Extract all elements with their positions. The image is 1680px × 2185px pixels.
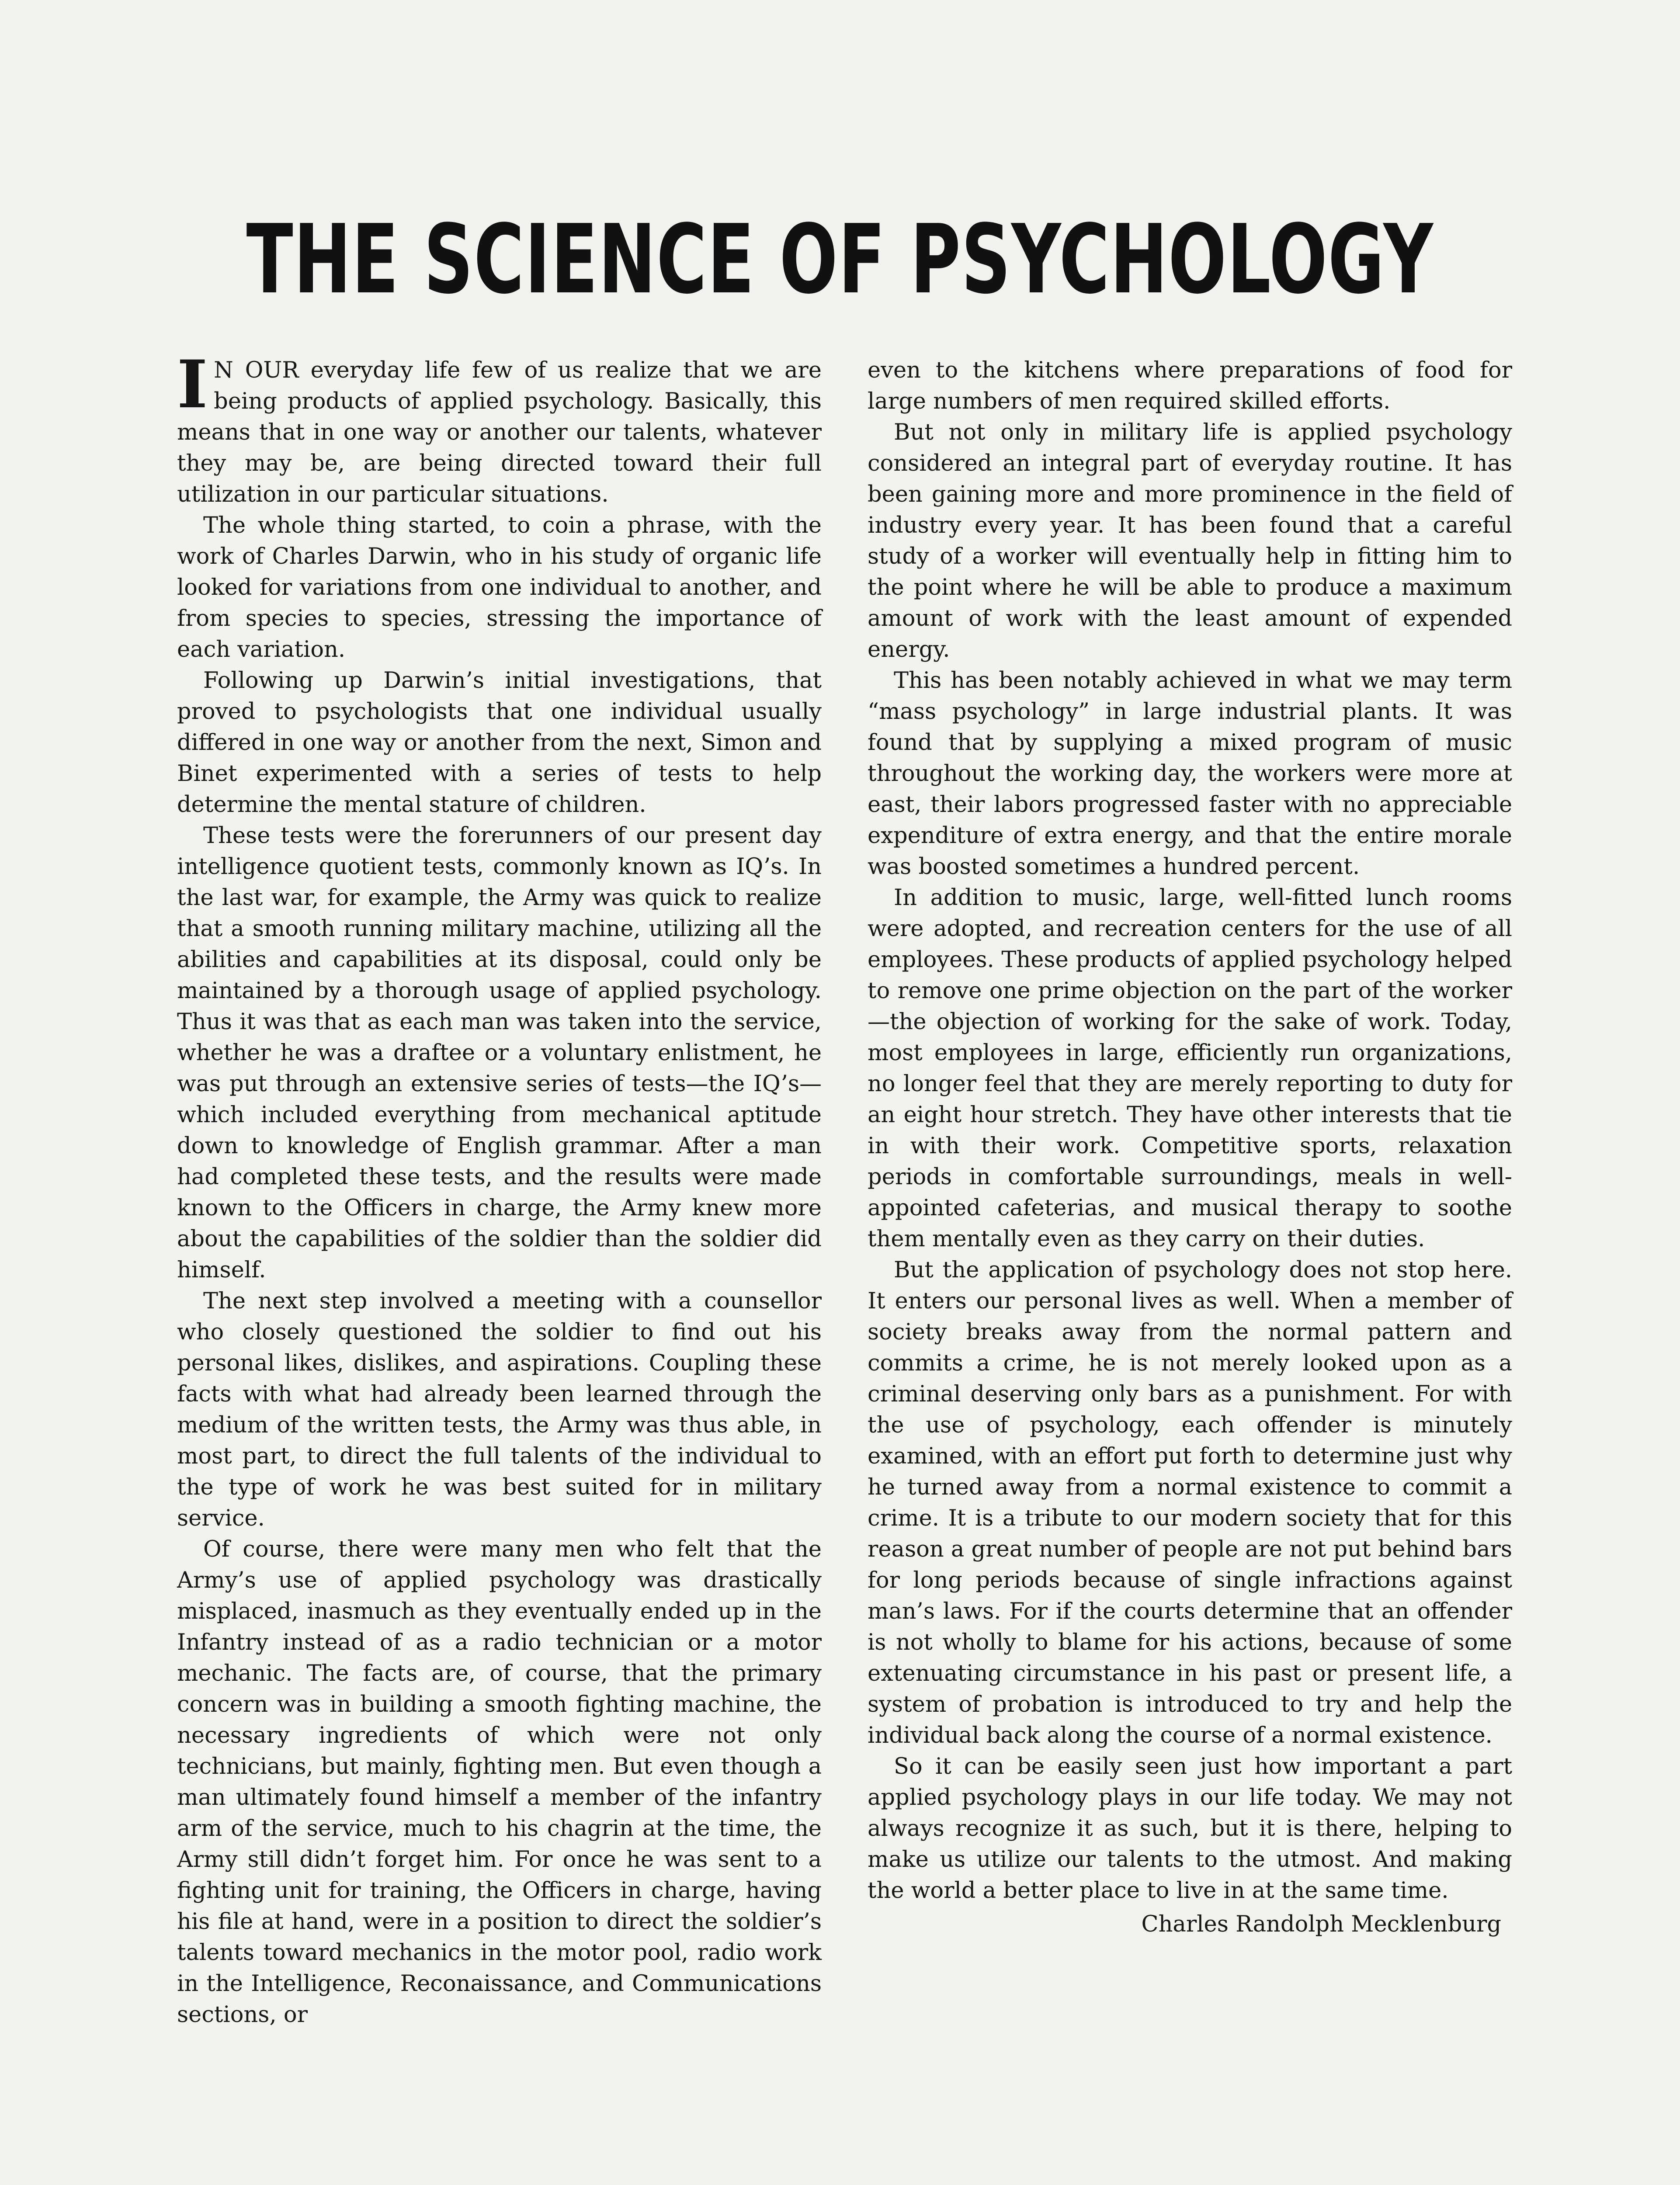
paragraph: But not only in military life is applied psychology considered an integral part of everyday routine. It has been gaining more and more prominence in the field of industry every year. It has been found that a careful study of a worker will eventually help in fitting him to the point where he will be able to produce a maximum amount of work with the least amount of expended energy. (868, 420, 1512, 662)
paragraph: The next step involved a meeting with a counsellor who closely questioned the soldier to find out his personal likes, dislikes, and aspirations. Coupling these facts with what had already been learned through the medium of the written tests, the Army was thus able, in most part, to direct the full talents of the individual to the type of work he was best suited for in military service. (177, 1288, 822, 1531)
paragraph (177, 346, 822, 510)
paragraph: In addition to music, large, well-fitted lunch rooms were adopted, and recreation centers for the use of all employees. These products of applied psychology helped to remove one prime objection on the part of the worker—the objection of working for the sake of work. Today, most employees in large, efficiently run organizations, no longer feel that they are merely reporting to duty for an eight hour stretch. They have other interests that tie in with their work. Competitive sports, relaxation periods in comfortable surroundings, meals in well-appointed cafeterias, and musical therapy to soothe them mentally even as they carry on their duties. (868, 885, 1512, 1252)
paragraph: Of course, there were many men who felt that the Army’s use of applied psychology was drastically misplaced, inasmuch as they eventually ended up in the Infantry instead of as a radio technician or a motor mechanic. The facts are, of course, that the primary concern was in building a smooth fighting machine, the necessary ingredients of which were not only technicians, but mainly, fighting men. But even though a man ultimately found himself a member of the infantry arm of the service, much to his chagrin at the time, the Army still didn’t forget him. For once he was sent to a fighting unit for training, the Officers in charge, having his file at hand, were in a position to direct the soldier’s talents toward mechanics in the motor pool, radio work in the Intelligence, Reconaissance, and Communications sections, or (177, 1536, 822, 2028)
paragraph: So it can be easily seen just how important a part applied psychology plays in our life today. We may not always recognize it as such, but it is there, helping to make us utilize our talents to the utmost. And making the world a better place to live in at the same time. (868, 1754, 1512, 1904)
paragraph: even to the kitchens where preparations of food for large numbers of men required skilled efforts. (868, 357, 1512, 414)
article-title: THE SCIENCE OF PSYCHOLOGY (246, 205, 1434, 315)
paragraph-text: N OUR everyday life few of us realize that we are being products of applied psychology. Basically, this means that in one way or another our talents, whatever they may be, are being directed toward their full utilization in our particular situations. (177, 357, 822, 507)
left-column (177, 346, 822, 2030)
right-column (868, 355, 1512, 1940)
author-signature: Charles Randolph Mecklenburg (1141, 1911, 1501, 1937)
paragraph: These tests were the forerunners of our present day intelligence quotient tests, commonly known as IQ’s. In the last war, for example, the Army was quick to realize that a smooth running military machine, utilizing all the abilities and capabilities at its disposal, could only be maintained by a thorough usage of applied psychology. Thus it was that as each man was taken into the service, whether he was a draftee or a voluntary enlistment, he was put through an extensive series of tests—the IQ’s—which included everything from mechanical aptitude down to knowledge of English grammar. After a man had completed these tests, and the results were made known to the Officers in charge, the Army knew more about the capabilities of the soldier than the soldier did himself. (177, 823, 822, 1283)
paragraph: The whole thing started, to coin a phrase, with the work of Charles Darwin, who in his study of organic life looked for variations from one individual to another, and from species to species, stressing the importance of each variation. (177, 513, 822, 662)
paragraph: Following up Darwin’s initial investigations, that proved to psychologists that one individual usually differed in one way or another from the next, Simon and Binet experimented with a series of tests to help determine the mental stature of children. (177, 668, 822, 818)
drop-cap: I (177, 346, 208, 423)
paragraph: This has been notably achieved in what we may term “mass psychology” in large industrial plants. It was found that by supplying a mixed program of music throughout the working day, the workers were more at east, their labors progressed faster with no appreciable expenditure of extra energy, and that the entire morale was boosted sometimes a hundred percent. (868, 668, 1512, 880)
paragraph: But the application of psychology does not stop here. It enters our personal lives as well. When a member of society breaks away from the normal pattern and commits a crime, he is not merely looked upon as a criminal deserving only bars as a punishment. For with the use of psychology, each offender is minutely examined, with an effort put forth to determine just why he turned away from a normal existence to commit a crime. It is a tribute to our modern society that for this reason a great number of people are not put behind bars for long periods because of single infractions against man’s laws. For if the courts determine that an offender is not wholly to blame for his actions, because of some extenuating circumstance in his past or present life, a system of probation is introduced to try and help the individual back along the course of a normal existence. (868, 1257, 1512, 1748)
